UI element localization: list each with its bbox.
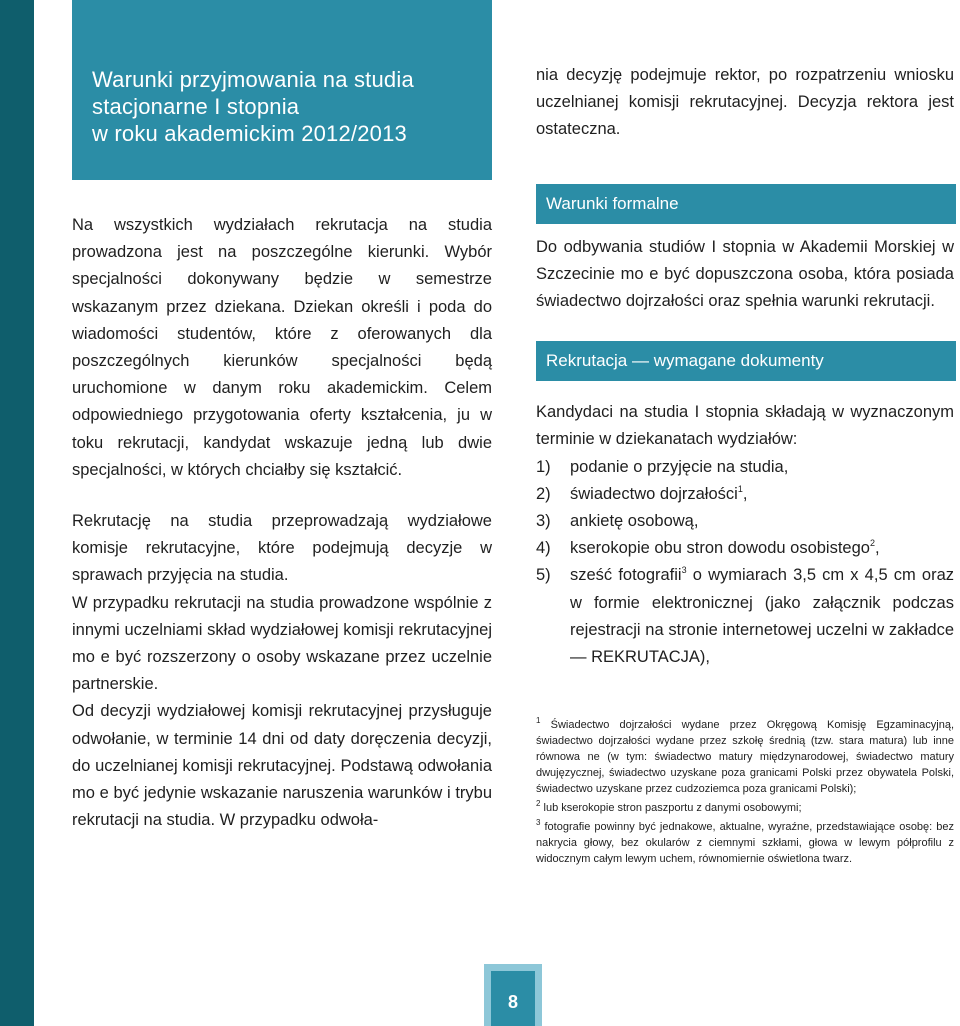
footnote-ref: 2 xyxy=(869,538,875,549)
footnote-2: $^2$ lub kserokopie stron paszportu z danymi osobowymi; xyxy=(536,799,802,815)
paragraph-documents-intro: Kandydaci na studia I stopnia składają w wyznaczonym terminie w dziekanatach wydziałów: xyxy=(536,403,954,449)
list-item: 1) podanie o przyjęcie na studia, xyxy=(536,457,789,476)
documents-list xyxy=(536,454,954,672)
list-item: 2) świadectwo dojrzałości$^1$, xyxy=(536,483,748,503)
paragraph-appeal: Od decyzji wydziałowej komisji rekrutacyjnej przysługuje odwołanie, w terminie 14 dni od daty doręczenia decyzji, do uczelnianej komisji rekrutacyjnej. Podstawą odwołania mo e być jedynie wskazanie naruszenia warunków i trybu rekrutacji na studia. W przypadku odwoła- xyxy=(72,702,492,830)
section-heading-formal: Warunki formalne xyxy=(536,184,956,224)
section-heading-documents: Rekrutacja — wymagane dokumenty xyxy=(536,341,956,381)
footnotes xyxy=(536,717,954,867)
footnote-3: $^3$ fotografie powinny być jednakowe, aktualne, wyraźne, przedstawiające osobę: bez nakrycia głowy, bez okularów z ciemnymi szkłami, głowa w lewym półprofilu z widocznym całym lewym uchem, równomiernie oświetlona twarz. xyxy=(536,818,954,866)
footnote-ref: 3 xyxy=(681,565,687,576)
title-box xyxy=(72,0,492,180)
paragraph-formal-conditions: Do odbywania studiów I stopnia w Akademii Morskiej w Szczecinie mo e być dopuszczona osoba, która posiada świadectwo dojrzałości oraz spełnia warunki rekrutacji. xyxy=(536,237,954,311)
list-item: 5) sześć fotografii$^3$ o wymiarach 3,5 cm x 4,5 cm oraz w formie elektronicznej (jako załącznik podczas rejestracji na stronie internetowej uczelni w zakładce — REKRUTACJA), xyxy=(536,565,954,667)
title-line-3: w roku akademickim 2012/2013 xyxy=(92,121,407,146)
paragraph-appeal-continued: nia decyzję podejmuje rektor, po rozpatrzeniu wniosku uczelnianej komisji rekrutacyjnej. Decyzja rektora jest ostateczna. xyxy=(536,66,954,139)
title-line-1: Warunki przyjmowania na studia xyxy=(92,67,414,92)
edge-strip xyxy=(0,0,34,1026)
paragraph-specializations: Na wszystkich wydziałach rekrutacja na studia prowadzona jest na poszczególne kierunki. Wybór specjalności dokonywany będzie w semestrze wskazanym przez dziekana. Dziekan określi i poda do wiadomości studentów, które z oferowanych dla poszczególnych kierunków specjalności będą uruchomione w danym roku akademickim. Celem odpowiedniego przygotowania oferty kształcenia, ju w toku rekrutacji, kandydat wskazuje jedną lub dwie specjalności, w których chciałby się kształcić. xyxy=(72,216,492,479)
title-line-2: stacjonarne I stopnia xyxy=(92,94,300,119)
left-column xyxy=(72,212,492,834)
paragraph-committees: Rekrutację na studia przeprowadzają wydziałowe komisje rekrutacyjne, które podejmują decyzje w sprawach przyjęcia na studia. xyxy=(72,512,492,585)
page-number: 8 xyxy=(491,971,535,1026)
paragraph-joint-studies: W przypadku rekrutacji na studia prowadzone wspólnie z innymi uczelniami skład wydziałowej komisji rekrutacyjnej mo e być rozszerzony o osoby wskazane przez uczelnie partnerskie. xyxy=(72,593,492,694)
list-item: 4) kserokopie obu stron dowodu osobistego$^2$, xyxy=(536,538,880,558)
footnote-1: $^1$ Świadectwo dojrzałości wydane przez Okręgową Komisję Egzaminacyjną, świadectwo dojrzałości wydane przez szkołę średnią (tzw. stara matura) lub inne równowa ne (w tym: świadectwo matury międzynarodowej, świadectwo matury dwujęzycznej, świadectwo uzyskane poza granicami Polski przez obywatela Polski, świadectwo uzyskane przez cudzoziemca poza granicami Polski); xyxy=(536,716,954,796)
right-column xyxy=(536,62,954,870)
list-item: 3) ankietę osobową, xyxy=(536,512,699,531)
footnote-ref: 1 xyxy=(737,483,743,494)
